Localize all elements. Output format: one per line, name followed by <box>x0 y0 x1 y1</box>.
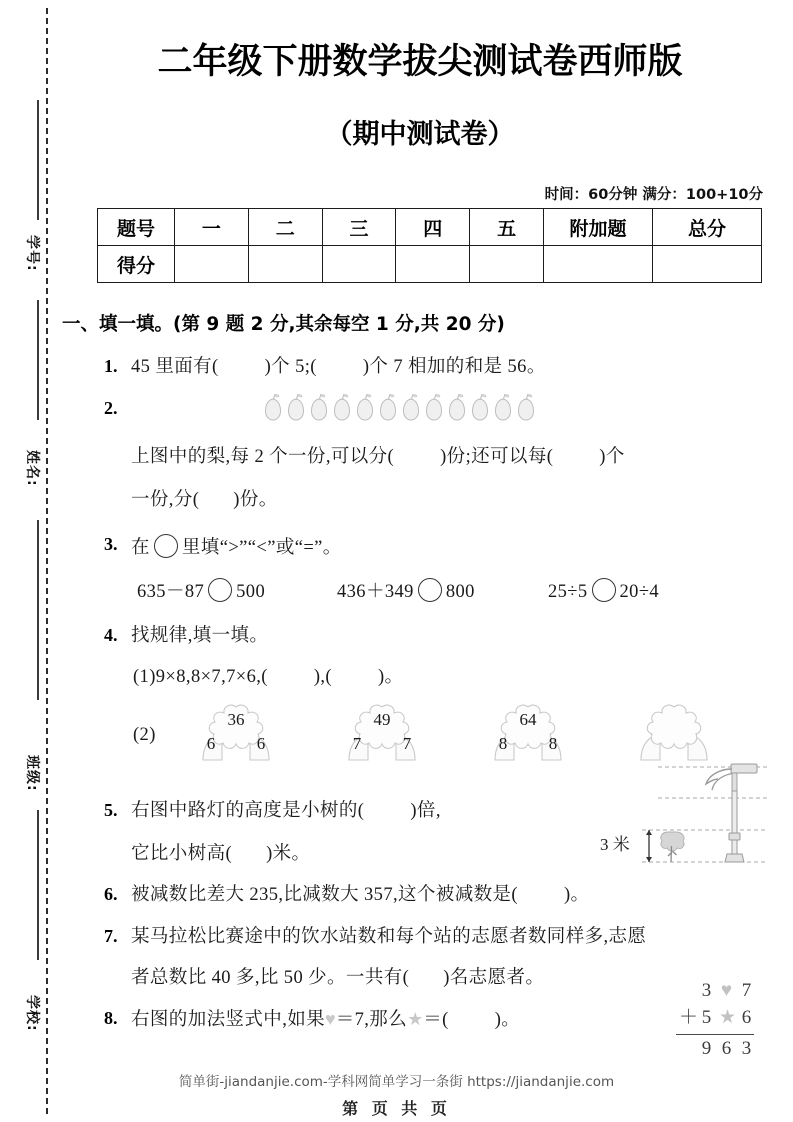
pear-illustration-row <box>262 392 537 422</box>
score-cell-1[interactable] <box>175 246 249 283</box>
q1-part-c: )个 7 相加的和是 56。 <box>362 357 546 377</box>
score-table-col-1: 一 <box>175 209 249 246</box>
q8-text-b: ＝7,那么 <box>335 1010 408 1030</box>
q3-compare-2-left: 436＋349 <box>337 582 414 602</box>
flower-1-center-value: 36 <box>227 710 245 729</box>
question-3-compare-3 <box>548 578 659 604</box>
lamp-diagram <box>596 762 776 874</box>
q7-line2-b: )名志愿者。 <box>443 968 545 988</box>
q3-compare-3-right: 20÷4 <box>619 582 660 602</box>
question-7-line-2 <box>131 967 544 990</box>
q5-line1-a: 右图中路灯的高度是小树的( <box>131 801 365 821</box>
pear-icon <box>423 392 445 422</box>
question-number-3: 3. <box>104 534 118 554</box>
pear-icon <box>400 392 422 422</box>
q3-compare-3-left: 25÷5 <box>548 582 588 602</box>
vadd-addend1-digit1: 3 <box>701 980 712 1001</box>
margin-label-class: 班级: <box>24 755 40 792</box>
question-5-line-2 <box>131 843 310 866</box>
flower-unit-3 <box>480 702 576 764</box>
flower-3-left-value: 8 <box>498 734 508 753</box>
score-table-col-bonus: 附加题 <box>544 209 653 246</box>
table-row-header <box>98 209 762 246</box>
question-5-line-1 <box>131 800 441 823</box>
q2-line1-c: )个 <box>599 447 625 467</box>
vadd-sum-digit1: 9 <box>701 1037 712 1059</box>
vadd-addend-2-row <box>676 1005 754 1032</box>
vadd-addend2-digit1: 5 <box>701 1006 712 1028</box>
pear-icon <box>377 392 399 422</box>
vadd-addend2-digit3: 6 <box>741 1006 752 1028</box>
vadd-sum-digit3: 3 <box>741 1037 752 1059</box>
margin-label-school: 学校: <box>24 995 40 1032</box>
flower-2-center-value: 49 <box>373 710 391 729</box>
flower-1-right-value: 6 <box>256 734 266 753</box>
vadd-operator: ＋ <box>679 1006 699 1028</box>
question-number-8: 8. <box>104 1008 118 1028</box>
margin-label-name: 姓名: <box>24 450 40 487</box>
question-7-line-1 <box>131 926 646 949</box>
q6-text-b: )。 <box>563 885 590 905</box>
q8-text-a: 右图的加法竖式中,如果 <box>131 1010 326 1030</box>
pear-icon <box>285 392 307 422</box>
flower-2-left-value: 7 <box>352 734 362 753</box>
q3-compare-2-circle[interactable] <box>418 578 442 602</box>
pear-icon <box>469 392 491 422</box>
score-cell-bonus[interactable] <box>544 246 653 283</box>
footer-page-number: 第 页 共 页 <box>342 1099 451 1118</box>
score-table-col-3: 三 <box>322 209 396 246</box>
pear-icon <box>492 392 514 422</box>
q7-line1-text: 某马拉松比赛途中的饮水站数和每个站的志愿者数同样多,志愿 <box>131 927 647 947</box>
question-number-7: 7. <box>104 926 118 946</box>
pear-icon <box>354 392 376 422</box>
score-cell-3[interactable] <box>322 246 396 283</box>
q4-prompt-text: 找规律,填一填。 <box>131 626 269 646</box>
q3-compare-3-circle[interactable] <box>592 578 616 602</box>
q2-line2-b: )份。 <box>233 490 278 510</box>
section-heading-fill-in: 一、填一填。(第 9 题 2 分,其余每空 1 分,共 20 分) <box>62 314 505 335</box>
question-number-1: 1. <box>104 356 118 376</box>
question-number-5: 5. <box>104 800 118 820</box>
arrow-up <box>646 830 652 835</box>
page-subtitle: （期中测试卷） <box>325 119 515 150</box>
q3-compare-1-left: 635－87 <box>137 582 205 602</box>
score-cell-2[interactable] <box>248 246 322 283</box>
star-icon: ★ <box>719 1006 737 1028</box>
question-6-text <box>131 884 589 907</box>
question-8-text <box>131 1008 520 1032</box>
q3-prompt-b: 里填“>”“<”或“=”。 <box>181 538 342 558</box>
vadd-sum-row <box>676 1036 754 1063</box>
flower-3-center-value: 64 <box>519 710 537 729</box>
score-table-col-total: 总分 <box>653 209 762 246</box>
score-cell-4[interactable] <box>396 246 470 283</box>
question-2-line-2 <box>131 489 278 512</box>
margin-rule-4 <box>37 810 39 960</box>
q6-text-a: 被减数比差大 235,比减数大 357,这个被减数是( <box>131 885 518 905</box>
star-icon: ★ <box>407 1009 424 1029</box>
margin-rule-1 <box>37 100 39 220</box>
heart-icon: ♥ <box>325 1009 336 1029</box>
score-cell-total[interactable] <box>653 246 762 283</box>
flower-icon <box>626 702 722 764</box>
question-2-line-1 <box>131 446 625 469</box>
flower-1-left-value: 6 <box>206 734 216 753</box>
pear-icon <box>331 392 353 422</box>
q4-sub1-label: (1) <box>133 667 156 687</box>
score-table-col-4: 四 <box>396 209 470 246</box>
flower-unit-4-blank[interactable] <box>626 702 722 764</box>
vertical-addition-diagram <box>676 978 754 1063</box>
flower-diagram-row <box>188 702 722 764</box>
q4-sub2-label: (2) <box>133 725 156 745</box>
q5-line2-a: 它比小树高( <box>131 844 233 864</box>
q3-circle-icon <box>154 534 178 558</box>
flower-unit-2 <box>334 702 430 764</box>
question-1-text <box>131 356 546 379</box>
vadd-addend1-digit3: 7 <box>741 980 752 1001</box>
q5-line1-b: )倍, <box>410 801 441 821</box>
margin-dashed-line <box>46 8 48 1114</box>
tree-icon <box>661 832 684 862</box>
footer-watermark-url: 简单街-jiandanjie.com-学科网简单学习一条街 https://jiandanjie.com <box>178 1074 615 1090</box>
q8-text-c: ＝( <box>423 1010 449 1030</box>
question-3-compare-2 <box>337 578 475 604</box>
flower-3-right-value: 8 <box>548 734 558 753</box>
score-table-row-label-question: 题号 <box>98 209 175 246</box>
lamp-diagram-height-label: 3 米 <box>600 835 630 854</box>
score-table <box>97 208 762 283</box>
margin-rule-3 <box>37 520 39 700</box>
flower-unit-1 <box>188 702 284 764</box>
flower-2-right-value: 7 <box>402 734 412 753</box>
pear-icon <box>308 392 330 422</box>
q4-sub1-a: 9×8,8×7,7×6,( <box>155 667 268 687</box>
score-table-col-5: 五 <box>470 209 544 246</box>
score-table-row-label-score: 得分 <box>98 246 175 283</box>
pear-icon <box>446 392 468 422</box>
page-title: 二年级下册数学拔尖测试卷西师版 <box>157 42 683 82</box>
margin-label-student-id: 学号: <box>24 235 40 272</box>
question-number-2: 2. <box>104 398 118 418</box>
table-row-scores <box>98 246 762 283</box>
q2-line1-b: )份;还可以每( <box>440 447 554 467</box>
q1-part-a: 45 里面有( <box>131 357 219 377</box>
q3-compare-2-right: 800 <box>445 582 475 602</box>
question-number-6: 6. <box>104 884 118 904</box>
vadd-divider-rule <box>676 1034 754 1035</box>
q3-compare-1-circle[interactable] <box>208 578 232 602</box>
pear-icon <box>262 392 284 422</box>
exam-meta-info: 时间：60分钟 满分：100+10分 <box>544 187 763 203</box>
lamp-post-icon <box>706 764 757 862</box>
margin-rule-2 <box>37 300 39 420</box>
vadd-addend-1-row <box>676 978 754 1005</box>
q4-sub1-b: ),( <box>313 667 332 687</box>
vadd-sum-digit2: 6 <box>721 1037 732 1059</box>
question-4-prompt <box>131 625 268 648</box>
q1-part-b: )个 5;( <box>264 357 317 377</box>
question-4-sub-1 <box>133 666 403 689</box>
question-number-4: 4. <box>104 625 118 645</box>
question-4-sub-2-label <box>133 724 156 747</box>
q8-text-d: )。 <box>494 1010 521 1030</box>
q3-prompt-a: 在 <box>131 538 150 558</box>
q4-sub1-c: )。 <box>377 667 404 687</box>
street-lamp-illustration <box>596 762 776 874</box>
q5-line2-b: )米。 <box>266 844 311 864</box>
score-table-col-2: 二 <box>248 209 322 246</box>
score-cell-5[interactable] <box>470 246 544 283</box>
q7-line2-a: 者总数比 40 多,比 50 少。一共有( <box>131 968 410 988</box>
q3-compare-1-right: 500 <box>236 582 266 602</box>
question-3-compare-1 <box>137 578 265 604</box>
question-3-prompt <box>131 534 342 560</box>
q2-line1-a: 上图中的梨,每 2 个一份,可以分( <box>131 447 395 467</box>
q2-line2-a: 一份,分( <box>131 490 200 510</box>
pear-icon <box>515 392 537 422</box>
heart-icon: ♥ <box>720 980 733 1001</box>
arrow-down <box>646 857 652 862</box>
